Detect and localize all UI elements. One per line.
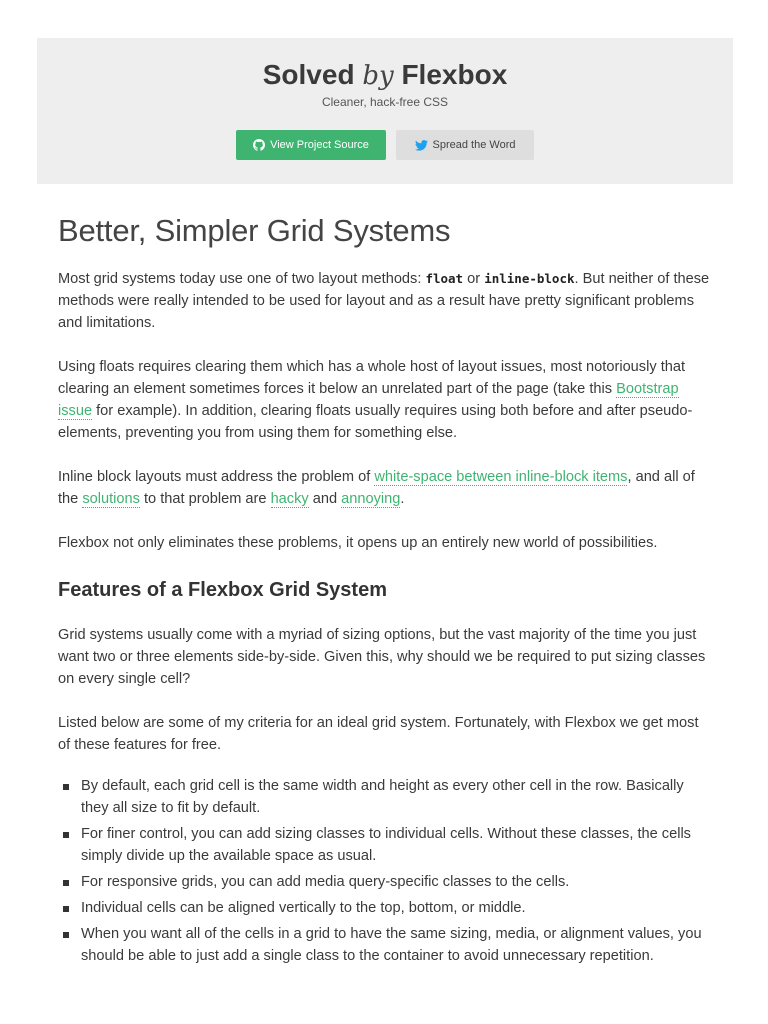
hacky-link[interactable]: hacky [270, 491, 309, 507]
features-list [58, 775, 714, 967]
site-header [37, 38, 733, 184]
code-float: float [425, 271, 464, 286]
list-item-text: For finer control, you can add sizing classes to individual cells. Without these classes, the cells simply divide up the available space as usual. [81, 826, 691, 864]
paragraph-inline-block [58, 466, 714, 510]
text: . [400, 491, 405, 507]
list-item-text: For responsive grids, you can add media query-specific classes to the cells. [81, 874, 570, 890]
bullet-icon [63, 784, 69, 790]
paragraph-intro [58, 268, 714, 334]
site-title-by: by [362, 61, 394, 91]
annoying-link[interactable]: annoying [341, 491, 401, 507]
site-title[interactable] [37, 58, 733, 93]
spread-the-word-button[interactable] [396, 130, 534, 160]
spread-the-word-label: Spread the Word [432, 139, 516, 151]
paragraph-flexbox: Flexbox not only eliminates these problems, it opens up an entirely new world of possibilities. [58, 535, 658, 551]
text: . But neither of these methods were really intended to be used for layout and as a result have pretty significant problems and limitations. [58, 271, 710, 331]
solutions-link[interactable]: solutions [82, 491, 140, 507]
view-project-source-label: View Project Source [270, 139, 369, 151]
bootstrap-issue-link[interactable]: Bootstrap issue [58, 381, 679, 419]
bullet-icon [63, 880, 69, 886]
site-title-solved: Solved [262, 59, 355, 90]
site-title-flexbox: Flexbox [401, 59, 508, 90]
twitter-icon [415, 140, 428, 151]
text: Most grid systems today use one of two layout methods: [58, 271, 426, 287]
bullet-icon [63, 906, 69, 912]
view-project-source-button[interactable] [236, 130, 386, 160]
list-item-text: When you want all of the cells in a grid to have the same sizing, media, or alignment values, you should be able to just add a single class to the container to avoid unnecessary repetition. [81, 926, 702, 964]
section-heading: Features of a Flexbox Grid System [58, 579, 387, 601]
list-item [58, 897, 714, 919]
text: to that problem are [139, 491, 271, 507]
site-tagline: Cleaner, hack-free CSS [321, 95, 449, 109]
list-item [58, 871, 714, 893]
paragraph-criteria: Listed below are some of my criteria for an ideal grid system. Fortunately, with Flexbox we get most of these features for free. [58, 715, 699, 753]
bullet-icon [63, 932, 69, 938]
list-item-text: By default, each grid cell is the same width and height as every other cell in the row. Basically they all size to fit by default. [81, 778, 684, 816]
text: for example). In addition, clearing floats usually requires using both before and after pseudo-elements, preventing you from using them for something else. [58, 403, 693, 441]
list-item [58, 823, 714, 867]
white-space-link[interactable]: white-space between inline-block items [374, 469, 628, 485]
list-item [58, 775, 714, 819]
code-inline-block: inline-block [484, 271, 575, 286]
list-item [58, 923, 714, 967]
github-icon [253, 139, 265, 151]
list-item-text: Individual cells can be aligned vertically to the top, bottom, or middle. [81, 900, 526, 916]
main-content [58, 210, 714, 971]
page-title: Better, Simpler Grid Systems [58, 213, 451, 248]
text: , and all of the [58, 469, 695, 507]
text: Inline block layouts must address the problem of [58, 469, 375, 485]
bullet-icon [63, 832, 69, 838]
paragraph-grid-options: Grid systems usually come with a myriad of sizing options, but the vast majority of the time you just want two or three elements side-by-side. Given this, why should we be required to put sizing classes on every single cell? [58, 627, 706, 687]
text: or [463, 271, 485, 287]
paragraph-floats [58, 356, 714, 444]
text: and [308, 491, 342, 507]
text: Using floats requires clearing them which has a whole host of layout issues, most notoriously that clearing an element sometimes forces it below an unrelated part of the page (take this [58, 359, 686, 397]
